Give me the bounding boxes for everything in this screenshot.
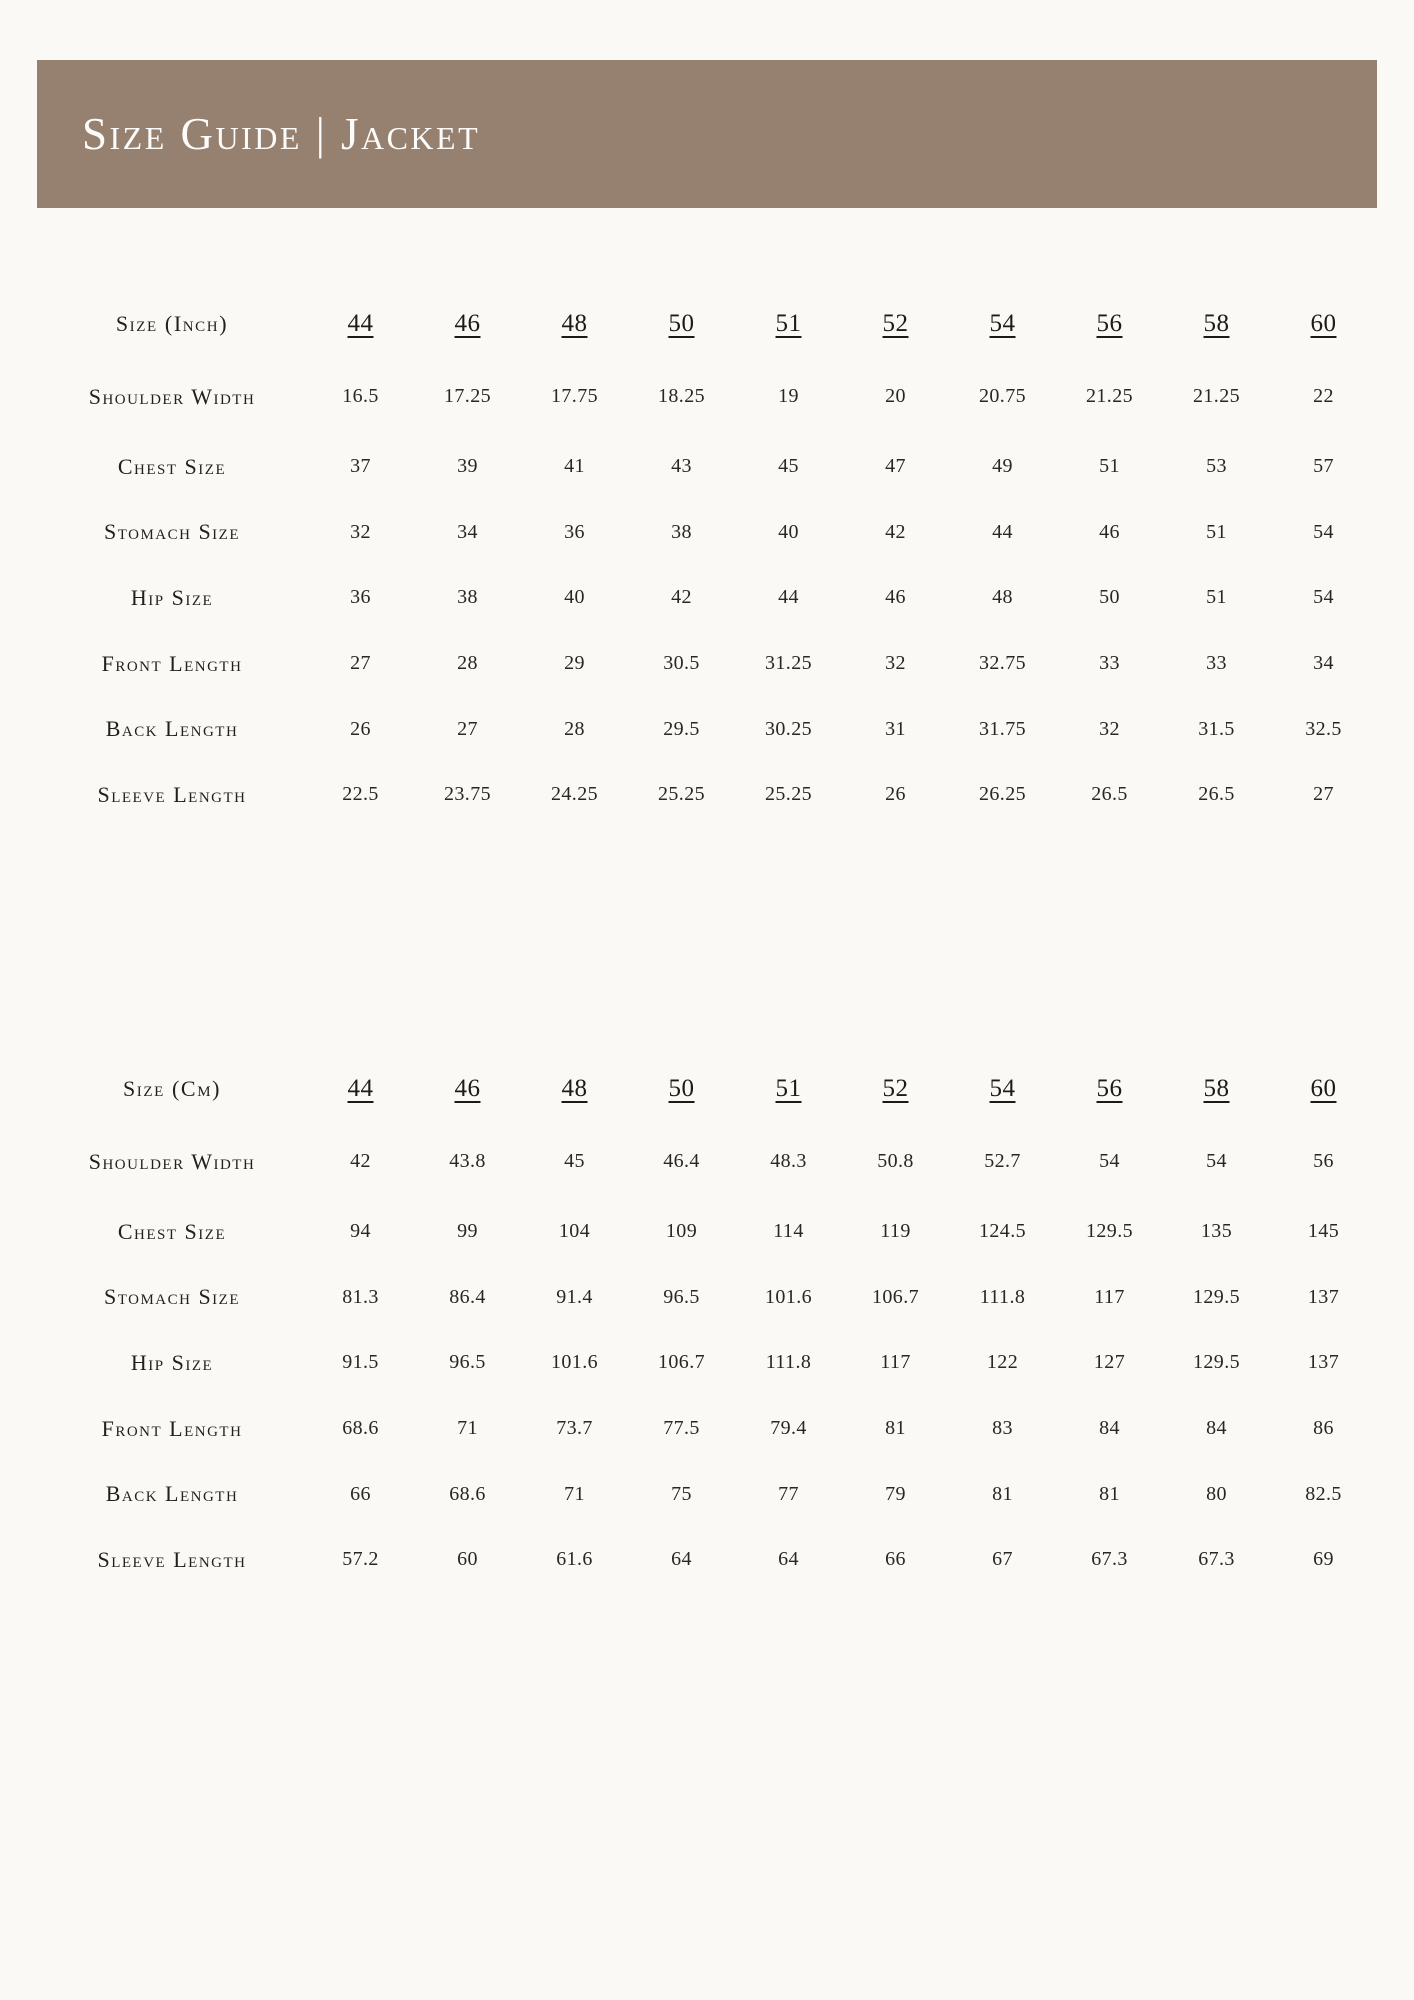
cell: 109 [665, 1220, 698, 1243]
cell: 82.5 [1305, 1482, 1342, 1505]
cell: 84 [1099, 1417, 1120, 1440]
row-label-chest-size: Chest Size [117, 1218, 227, 1244]
cell: 32 [885, 652, 906, 675]
cell: 19 [778, 385, 799, 408]
size-col-54: 54 [989, 310, 1016, 337]
cell: 53 [1206, 455, 1227, 478]
cell: 31.5 [1198, 717, 1235, 740]
cell: 24.25 [551, 783, 598, 806]
cell: 46 [1099, 520, 1120, 543]
cell: 26.25 [979, 783, 1026, 806]
cell: 57.2 [342, 1548, 379, 1571]
cell: 101.6 [551, 1351, 598, 1374]
size-table-inch-head [37, 300, 1377, 360]
size-col-52: 52 [882, 310, 909, 337]
cell: 117 [880, 1351, 911, 1374]
cell: 66 [350, 1482, 371, 1505]
cell: 44 [992, 520, 1013, 543]
row-label-back-length: Back Length [105, 1481, 239, 1507]
cell: 129.5 [1193, 1351, 1240, 1374]
cell: 42 [671, 586, 692, 609]
cell: 67.3 [1198, 1548, 1235, 1571]
cell: 38 [457, 586, 478, 609]
cell: 111.8 [765, 1351, 812, 1374]
unit-label-inch: Size (Inch) [115, 311, 229, 336]
cell: 29 [564, 652, 585, 675]
size-table-cm [37, 1065, 1377, 1593]
size-col-60: 60 [1310, 1075, 1337, 1102]
cell: 28 [564, 717, 585, 740]
header-band [37, 60, 1377, 208]
size-col-54: 54 [989, 1075, 1016, 1102]
cell: 106.7 [872, 1285, 919, 1308]
cell: 27 [457, 717, 478, 740]
cell: 50.8 [877, 1150, 914, 1173]
cell: 46.4 [663, 1150, 700, 1173]
size-col-46: 46 [454, 1075, 481, 1102]
table-row [37, 565, 1377, 631]
cell: 45 [564, 1150, 585, 1173]
cell: 32.75 [979, 652, 1026, 675]
cell: 83 [992, 1417, 1013, 1440]
cell: 18.25 [658, 385, 705, 408]
cell: 31.25 [765, 652, 812, 675]
cell: 17.25 [444, 385, 491, 408]
table-row [37, 1461, 1377, 1527]
table-row [37, 696, 1377, 762]
table-row [37, 360, 1377, 434]
cell: 22 [1313, 385, 1334, 408]
row-label-stomach-size: Stomach Size [103, 519, 241, 545]
cell: 79.4 [770, 1417, 807, 1440]
size-col-51: 51 [775, 310, 802, 337]
cell: 57 [1313, 455, 1334, 478]
cell: 32.5 [1305, 717, 1342, 740]
cell: 37 [350, 455, 371, 478]
cell: 137 [1307, 1285, 1340, 1308]
table-row [37, 631, 1377, 697]
cell: 38 [671, 520, 692, 543]
cell: 41 [564, 455, 585, 478]
cell: 31 [885, 717, 906, 740]
cell: 31.75 [979, 717, 1026, 740]
table-row [37, 1527, 1377, 1593]
cell: 47 [885, 455, 906, 478]
size-table-cm-head [37, 1065, 1377, 1125]
cell: 17.75 [551, 385, 598, 408]
size-col-60: 60 [1310, 310, 1337, 337]
table-row [37, 1125, 1377, 1199]
table-row [37, 762, 1377, 828]
cell: 96.5 [663, 1285, 700, 1308]
cell: 124.5 [979, 1220, 1026, 1243]
cell: 68.6 [342, 1417, 379, 1440]
cell: 94 [350, 1220, 371, 1243]
cell: 51 [1206, 520, 1227, 543]
cell: 99 [457, 1220, 478, 1243]
cell: 60 [457, 1548, 478, 1571]
row-label-hip-size: Hip Size [130, 585, 214, 611]
cell: 137 [1307, 1351, 1340, 1374]
cell: 129.5 [1086, 1220, 1133, 1243]
cell: 26.5 [1198, 783, 1235, 806]
table-row [37, 434, 1377, 500]
cell: 27 [350, 652, 371, 675]
size-col-48: 48 [561, 310, 588, 337]
size-col-44: 44 [347, 1075, 374, 1102]
size-col-56: 56 [1096, 310, 1123, 337]
size-col-58: 58 [1203, 1075, 1230, 1102]
size-col-50: 50 [668, 1075, 695, 1102]
cell: 104 [558, 1220, 591, 1243]
cell: 21.25 [1193, 385, 1240, 408]
size-table-inch-wrapper [37, 300, 1377, 828]
cell: 54 [1099, 1150, 1120, 1173]
cell: 33 [1206, 652, 1227, 675]
cell: 86.4 [449, 1285, 486, 1308]
row-label-shoulder-width: Shoulder Width [88, 384, 256, 409]
size-col-58: 58 [1203, 310, 1230, 337]
cell: 22.5 [342, 783, 379, 806]
cell: 86 [1313, 1417, 1334, 1440]
row-label-hip-size: Hip Size [130, 1350, 214, 1376]
cell: 129.5 [1193, 1285, 1240, 1308]
cell: 48.3 [770, 1150, 807, 1173]
cell: 101.6 [765, 1285, 812, 1308]
cell: 91.5 [342, 1351, 379, 1374]
size-col-51: 51 [775, 1075, 802, 1102]
cell: 32 [350, 520, 371, 543]
cell: 42 [350, 1150, 371, 1173]
cell: 64 [778, 1548, 799, 1571]
cell: 36 [350, 586, 371, 609]
cell: 30.5 [663, 652, 700, 675]
cell: 43 [671, 455, 692, 478]
cell: 26.5 [1091, 783, 1128, 806]
cell: 25.25 [658, 783, 705, 806]
cell: 119 [880, 1220, 911, 1243]
cell: 96.5 [449, 1351, 486, 1374]
cell: 34 [1313, 652, 1334, 675]
cell: 80 [1206, 1482, 1227, 1505]
cell: 42 [885, 520, 906, 543]
cell: 67.3 [1091, 1548, 1128, 1571]
cell: 114 [773, 1220, 804, 1243]
cell: 81 [885, 1417, 906, 1440]
cell: 33 [1099, 652, 1120, 675]
cell: 64 [671, 1548, 692, 1571]
cell: 79 [885, 1482, 906, 1505]
cell: 30.25 [765, 717, 812, 740]
cell: 27 [1313, 783, 1334, 806]
cell: 54 [1313, 586, 1334, 609]
cell: 135 [1200, 1220, 1233, 1243]
table-header-row [37, 1065, 1377, 1125]
cell: 69 [1313, 1548, 1334, 1571]
cell: 26 [350, 717, 371, 740]
cell: 44 [778, 586, 799, 609]
cell: 67 [992, 1548, 1013, 1571]
cell: 71 [457, 1417, 478, 1440]
cell: 45 [778, 455, 799, 478]
cell: 21.25 [1086, 385, 1133, 408]
cell: 16.5 [342, 385, 379, 408]
cell: 111.8 [979, 1285, 1026, 1308]
row-label-front-length: Front Length [101, 1415, 243, 1441]
size-table-inch-body [37, 360, 1377, 828]
cell: 84 [1206, 1417, 1227, 1440]
cell: 43.8 [449, 1150, 486, 1173]
cell: 54 [1313, 520, 1334, 543]
table-row [37, 1199, 1377, 1265]
cell: 49 [992, 455, 1013, 478]
cell: 23.75 [444, 783, 491, 806]
cell: 61.6 [556, 1548, 593, 1571]
cell: 28 [457, 652, 478, 675]
cell: 51 [1099, 455, 1120, 478]
row-label-front-length: Front Length [101, 650, 243, 676]
cell: 32 [1099, 717, 1120, 740]
cell: 71 [564, 1482, 585, 1505]
size-col-52: 52 [882, 1075, 909, 1102]
size-table-cm-wrapper [37, 1065, 1377, 1593]
size-col-44: 44 [347, 310, 374, 337]
page-title: Size Guide | Jacket [82, 109, 481, 159]
cell: 68.6 [449, 1482, 486, 1505]
cell: 26 [885, 783, 906, 806]
cell: 122 [986, 1351, 1019, 1374]
cell: 39 [457, 455, 478, 478]
cell: 75 [671, 1482, 692, 1505]
row-label-sleeve-length: Sleeve Length [97, 782, 247, 808]
table-header-row [37, 300, 1377, 360]
cell: 77 [778, 1482, 799, 1505]
table-row [37, 499, 1377, 565]
cell: 29.5 [663, 717, 700, 740]
cell: 81.3 [342, 1285, 379, 1308]
cell: 25.25 [765, 783, 812, 806]
size-col-50: 50 [668, 310, 695, 337]
size-table-cm-body [37, 1125, 1377, 1593]
size-col-56: 56 [1096, 1075, 1123, 1102]
size-col-46: 46 [454, 310, 481, 337]
cell: 81 [992, 1482, 1013, 1505]
row-label-shoulder-width: Shoulder Width [88, 1149, 256, 1174]
cell: 36 [564, 520, 585, 543]
cell: 46 [885, 586, 906, 609]
table-row [37, 1396, 1377, 1462]
cell: 81 [1099, 1482, 1120, 1505]
cell: 40 [778, 520, 799, 543]
cell: 73.7 [556, 1417, 593, 1440]
cell: 51 [1206, 586, 1227, 609]
cell: 34 [457, 520, 478, 543]
cell: 106.7 [658, 1351, 705, 1374]
cell: 48 [992, 586, 1013, 609]
cell: 52.7 [984, 1150, 1021, 1173]
cell: 127 [1093, 1351, 1126, 1374]
cell: 40 [564, 586, 585, 609]
cell: 54 [1206, 1150, 1227, 1173]
cell: 66 [885, 1548, 906, 1571]
cell: 56 [1313, 1150, 1334, 1173]
cell: 91.4 [556, 1285, 593, 1308]
table-row [37, 1330, 1377, 1396]
table-row [37, 1264, 1377, 1330]
row-label-stomach-size: Stomach Size [103, 1284, 241, 1310]
row-label-sleeve-length: Sleeve Length [97, 1547, 247, 1573]
size-table-inch [37, 300, 1377, 828]
cell: 50 [1099, 586, 1120, 609]
cell: 145 [1307, 1220, 1340, 1243]
row-label-chest-size: Chest Size [117, 453, 227, 479]
unit-label-cm: Size (Cm) [122, 1076, 222, 1101]
cell: 117 [1094, 1285, 1125, 1308]
cell: 20.75 [979, 385, 1026, 408]
cell: 20 [885, 385, 906, 408]
row-label-back-length: Back Length [105, 716, 239, 742]
size-col-48: 48 [561, 1075, 588, 1102]
cell: 77.5 [663, 1417, 700, 1440]
